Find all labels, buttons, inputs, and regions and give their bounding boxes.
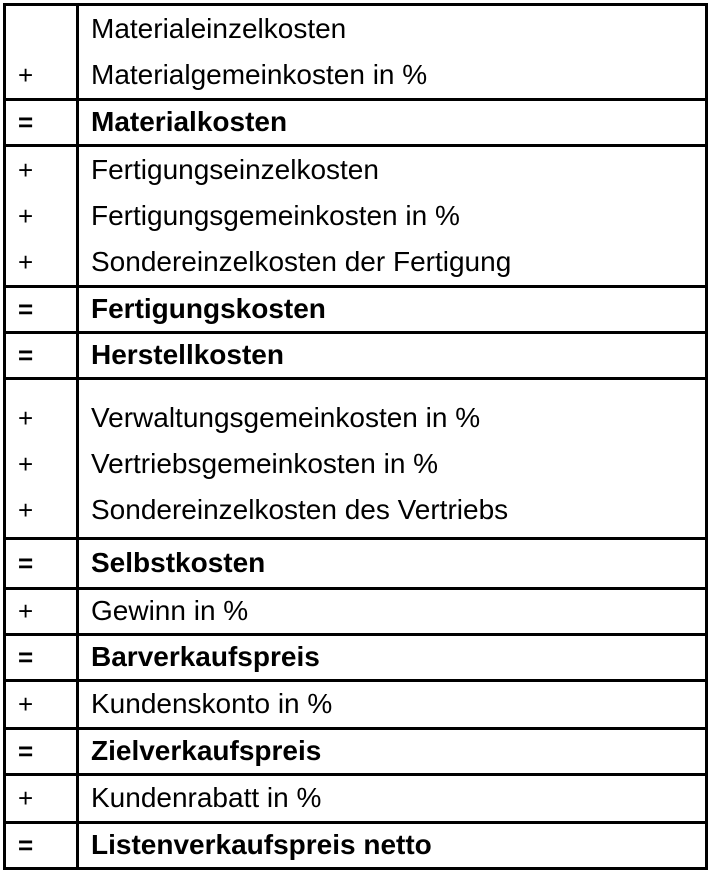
table-row (6, 332, 705, 378)
table-row (6, 681, 705, 727)
operator: + (18, 200, 34, 231)
operator: = (18, 547, 34, 578)
row-label: Verwaltungsgemeinkosten in % (91, 402, 481, 433)
row-label: Sondereinzelkosten des Vertriebs (91, 494, 509, 525)
operator: + (18, 595, 34, 626)
group-vertrieb-inputs (6, 380, 705, 540)
table-row (6, 52, 705, 98)
table-row (6, 239, 705, 285)
row-label: Gewinn in % (91, 595, 249, 626)
table-row (6, 395, 705, 441)
row-label: Selbstkosten (91, 547, 266, 578)
group-fertigung-inputs (6, 147, 705, 288)
group-zielverkaufspreis (6, 730, 705, 776)
operator: + (18, 246, 34, 277)
group-kundenrabatt (6, 776, 705, 824)
row-label: Fertigungsgemeinkosten in % (91, 200, 460, 231)
table-row (6, 147, 705, 193)
table-row (6, 822, 705, 868)
operator: = (18, 829, 34, 860)
operator: + (18, 782, 34, 813)
row-label: Zielverkaufspreis (91, 735, 322, 766)
operator: = (18, 735, 34, 766)
calculation-table (3, 3, 708, 870)
group-kundenskonto (6, 682, 705, 730)
table-row (6, 540, 705, 586)
operator: + (18, 688, 34, 719)
row-label: Fertigungseinzelkosten (91, 154, 379, 185)
operator: = (18, 641, 34, 672)
table-row (6, 634, 705, 680)
table-row (6, 775, 705, 821)
row-label: Kundenskonto in % (91, 688, 333, 719)
table-row (6, 487, 705, 533)
group-material-inputs (6, 6, 705, 101)
group-materialkosten (6, 101, 705, 147)
table-row (6, 6, 705, 52)
table-row (6, 588, 705, 634)
table-row (6, 286, 705, 332)
row-label: Vertriebsgemeinkosten in % (91, 448, 439, 479)
operator: + (18, 59, 34, 90)
group-herstellkosten (6, 334, 705, 380)
operator: = (18, 339, 34, 370)
group-barverkaufspreis (6, 636, 705, 682)
table-row (6, 99, 705, 145)
operator: = (18, 293, 34, 324)
row-label: Materialkosten (91, 106, 288, 137)
row-label: Barverkaufspreis (91, 641, 320, 672)
table-row (6, 728, 705, 774)
group-fertigungskosten (6, 288, 705, 334)
group-gewinn (6, 590, 705, 636)
operator: = (18, 106, 34, 137)
table-row (6, 441, 705, 487)
row-label: Herstellkosten (91, 339, 284, 370)
row-label: Kundenrabatt in % (91, 782, 322, 813)
group-selbstkosten (6, 540, 705, 590)
operator: + (18, 448, 34, 479)
table-row (6, 193, 705, 239)
group-listenverkaufspreis (6, 824, 705, 867)
row-label: Listenverkaufspreis netto (91, 829, 432, 860)
row-label: Materialgemeinkosten in % (91, 59, 428, 90)
operator: + (18, 402, 34, 433)
row-label: Materialeinzelkosten (91, 13, 347, 44)
operator: + (18, 154, 34, 185)
row-label: Sondereinzelkosten der Fertigung (91, 246, 512, 277)
row-label: Fertigungskosten (91, 293, 326, 324)
operator: + (18, 494, 34, 525)
